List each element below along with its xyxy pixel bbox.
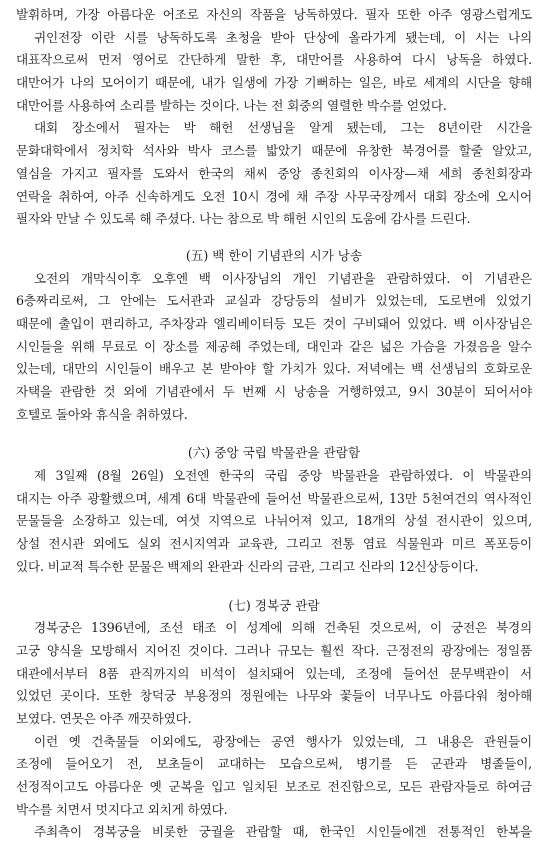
paragraph-line: 귀인전장 이란 시를 낭독하도록 초청을 받아 단상에 올라가게 됐는데, 이 시는 나의 (16, 27, 532, 50)
paragraph-line: 연락을 취하여, 아주 신속하게도 오전 10시 경에 채 주장 사무국장께서 대회 장소에 오시어 (16, 186, 532, 209)
section-heading: (七) 경복궁 관람 (16, 595, 532, 618)
paragraph-line: 경복궁은 1396년에, 조선 태조 이 성계에 의해 건축된 것으로써, 이 궁전은 북경의 (16, 617, 532, 640)
paragraph-line: 자택을 관람한 것 외에 기념관에서 두 번째 시 낭송을 거행하였고, 9시 30분이 되어서야 (16, 381, 532, 404)
paragraph-line: 6층짜리로써, 그 안에는 도서관과 교실과 강당등의 설비가 있었는데, 도로변에 있었기 (16, 290, 532, 313)
paragraph-line: 발휘하며, 가장 아름다운 어조로 자신의 작품을 낭독하였다. 필자 또한 아주 영광스럽게도 (16, 4, 532, 27)
paragraph-line: 호텔로 돌아와 휴식을 취하였다. (16, 404, 532, 427)
paragraph-line: 대지는 아주 광활했으며, 세계 6대 박물관에 들어선 박물관으로써, 13만 5천여건의 역사적인 (16, 488, 532, 511)
paragraph-line: 보였다. 연못은 아주 깨끗하였다. (16, 708, 532, 731)
paragraph-line: 고궁 양식을 모방해서 지어진 것이다. 그러나 규모는 훨씬 작다. 근정전의 광장에는 정일품 (16, 640, 532, 663)
paragraph-line: 상설 전시관 외에도 실외 전시지역과 교육관, 그리고 전통 염료 식물원과 미르 폭포등이 (16, 533, 532, 556)
section-gyeongbokgung (16, 595, 532, 844)
section-heading: (五) 백 한이 기념관의 시가 낭송 (16, 245, 532, 268)
paragraph-line: 대회 장소에서 필자는 박 해헌 선생님을 알게 됐는데, 그는 8년이란 시간을 (16, 117, 532, 140)
paragraph-line: 박수를 치면서 멋지다고 외치게 하였다. (16, 799, 532, 822)
paragraph-line: 필자와 만날 수 있도록 해 주셨다. 나는 참으로 박 해헌 시인의 도움에 감사를 드린다. (16, 208, 532, 231)
paragraph-line: 때문에 출입이 편리하고, 주차장과 엘리베이터등 모든 것이 구비돼어 있었다. 백 이사장님은 (16, 313, 532, 336)
paragraph-line: 대표작으로써 먼저 영어로 간단하게 말한 후, 대만어를 사용하여 다시 낭독을 하였다. (16, 49, 532, 72)
paragraph-line: 대만어가 나의 모어이기 때문에, 내가 일생에 가장 기뻐하는 일은, 바로 세계의 시단을 향해 (16, 72, 532, 95)
paragraph-line: 열심을 가지고 필자를 도와서 한국의 채씨 중앙 종친회의 이사장—채 세희 종친회장과 (16, 163, 532, 186)
section-memorial-hall (16, 245, 532, 427)
section-heading: (六) 중앙 국립 박물관을 관람함 (16, 442, 532, 465)
paragraph-line: 대만어를 사용하여 소리를 발하는 것이다. 나는 전 회중의 열렬한 박수를 얻었다. (16, 95, 532, 118)
paragraph-line: 선정적이고도 아름다운 옛 군복을 입고 일치된 보조로 전진함으로, 모든 관람자들로 하여금 (16, 776, 532, 799)
section-intro (16, 4, 532, 231)
paragraph-line: 조정에 들어오기 전, 보초들이 교대하는 모습으로써, 병기를 든 군관과 병졸들이, (16, 753, 532, 776)
paragraph-line: 문화대학에서 정치학 석사와 박사 코스를 밟았기 때문에 유창한 북경어를 할줄 알았고, (16, 140, 532, 163)
paragraph-line: 문물들을 소장하고 있는데, 여섯 지역으로 나뉘어져 있고, 18개의 상설 전시관이 있으며, (16, 510, 532, 533)
paragraph-line: 주최측이 경복궁을 비롯한 궁궐을 관람할 때, 한국인 시인들에겐 전통적인 한복을 (16, 821, 532, 844)
paragraph-line: 대관에서부터 8품 관직까지의 비석이 설치돼어 있는데, 조정에 들어선 문무백관이 서 (16, 663, 532, 686)
paragraph-line: 있는데, 대만의 시인들이 배우고 본 받아야 할 가치가 있다. 저녁에는 백 선생님의 호화로운 (16, 358, 532, 381)
paragraph-line: 있었던 곳이다. 또한 창덕궁 부용정의 정원에는 나무와 꽃들이 너무나도 아름다워 청아해 (16, 685, 532, 708)
paragraph-line: 있다. 비교적 특수한 문물은 백제의 완관과 신라의 금관, 그리고 신라의 12신상등이다. (16, 556, 532, 579)
paragraph-line: 오전의 개막식이후 오후엔 백 이사장님의 개인 기념관을 관람하였다. 이 기념관은 (16, 268, 532, 291)
paragraph-line: 이런 옛 건축물들 이외에도, 광장에는 공연 행사가 있었는데, 그 내용은 관원들이 (16, 731, 532, 754)
section-national-museum (16, 442, 532, 578)
paragraph-line: 시인들을 위해 무료로 이 장소를 제공해 주었는데, 대인과 같은 넓은 가슴을 가졌음을 알수 (16, 336, 532, 359)
paragraph-line: 제 3일째 (8월 26일) 오전엔 한국의 국립 중앙 박물관을 관람하였다. 이 박물관의 (16, 465, 532, 488)
